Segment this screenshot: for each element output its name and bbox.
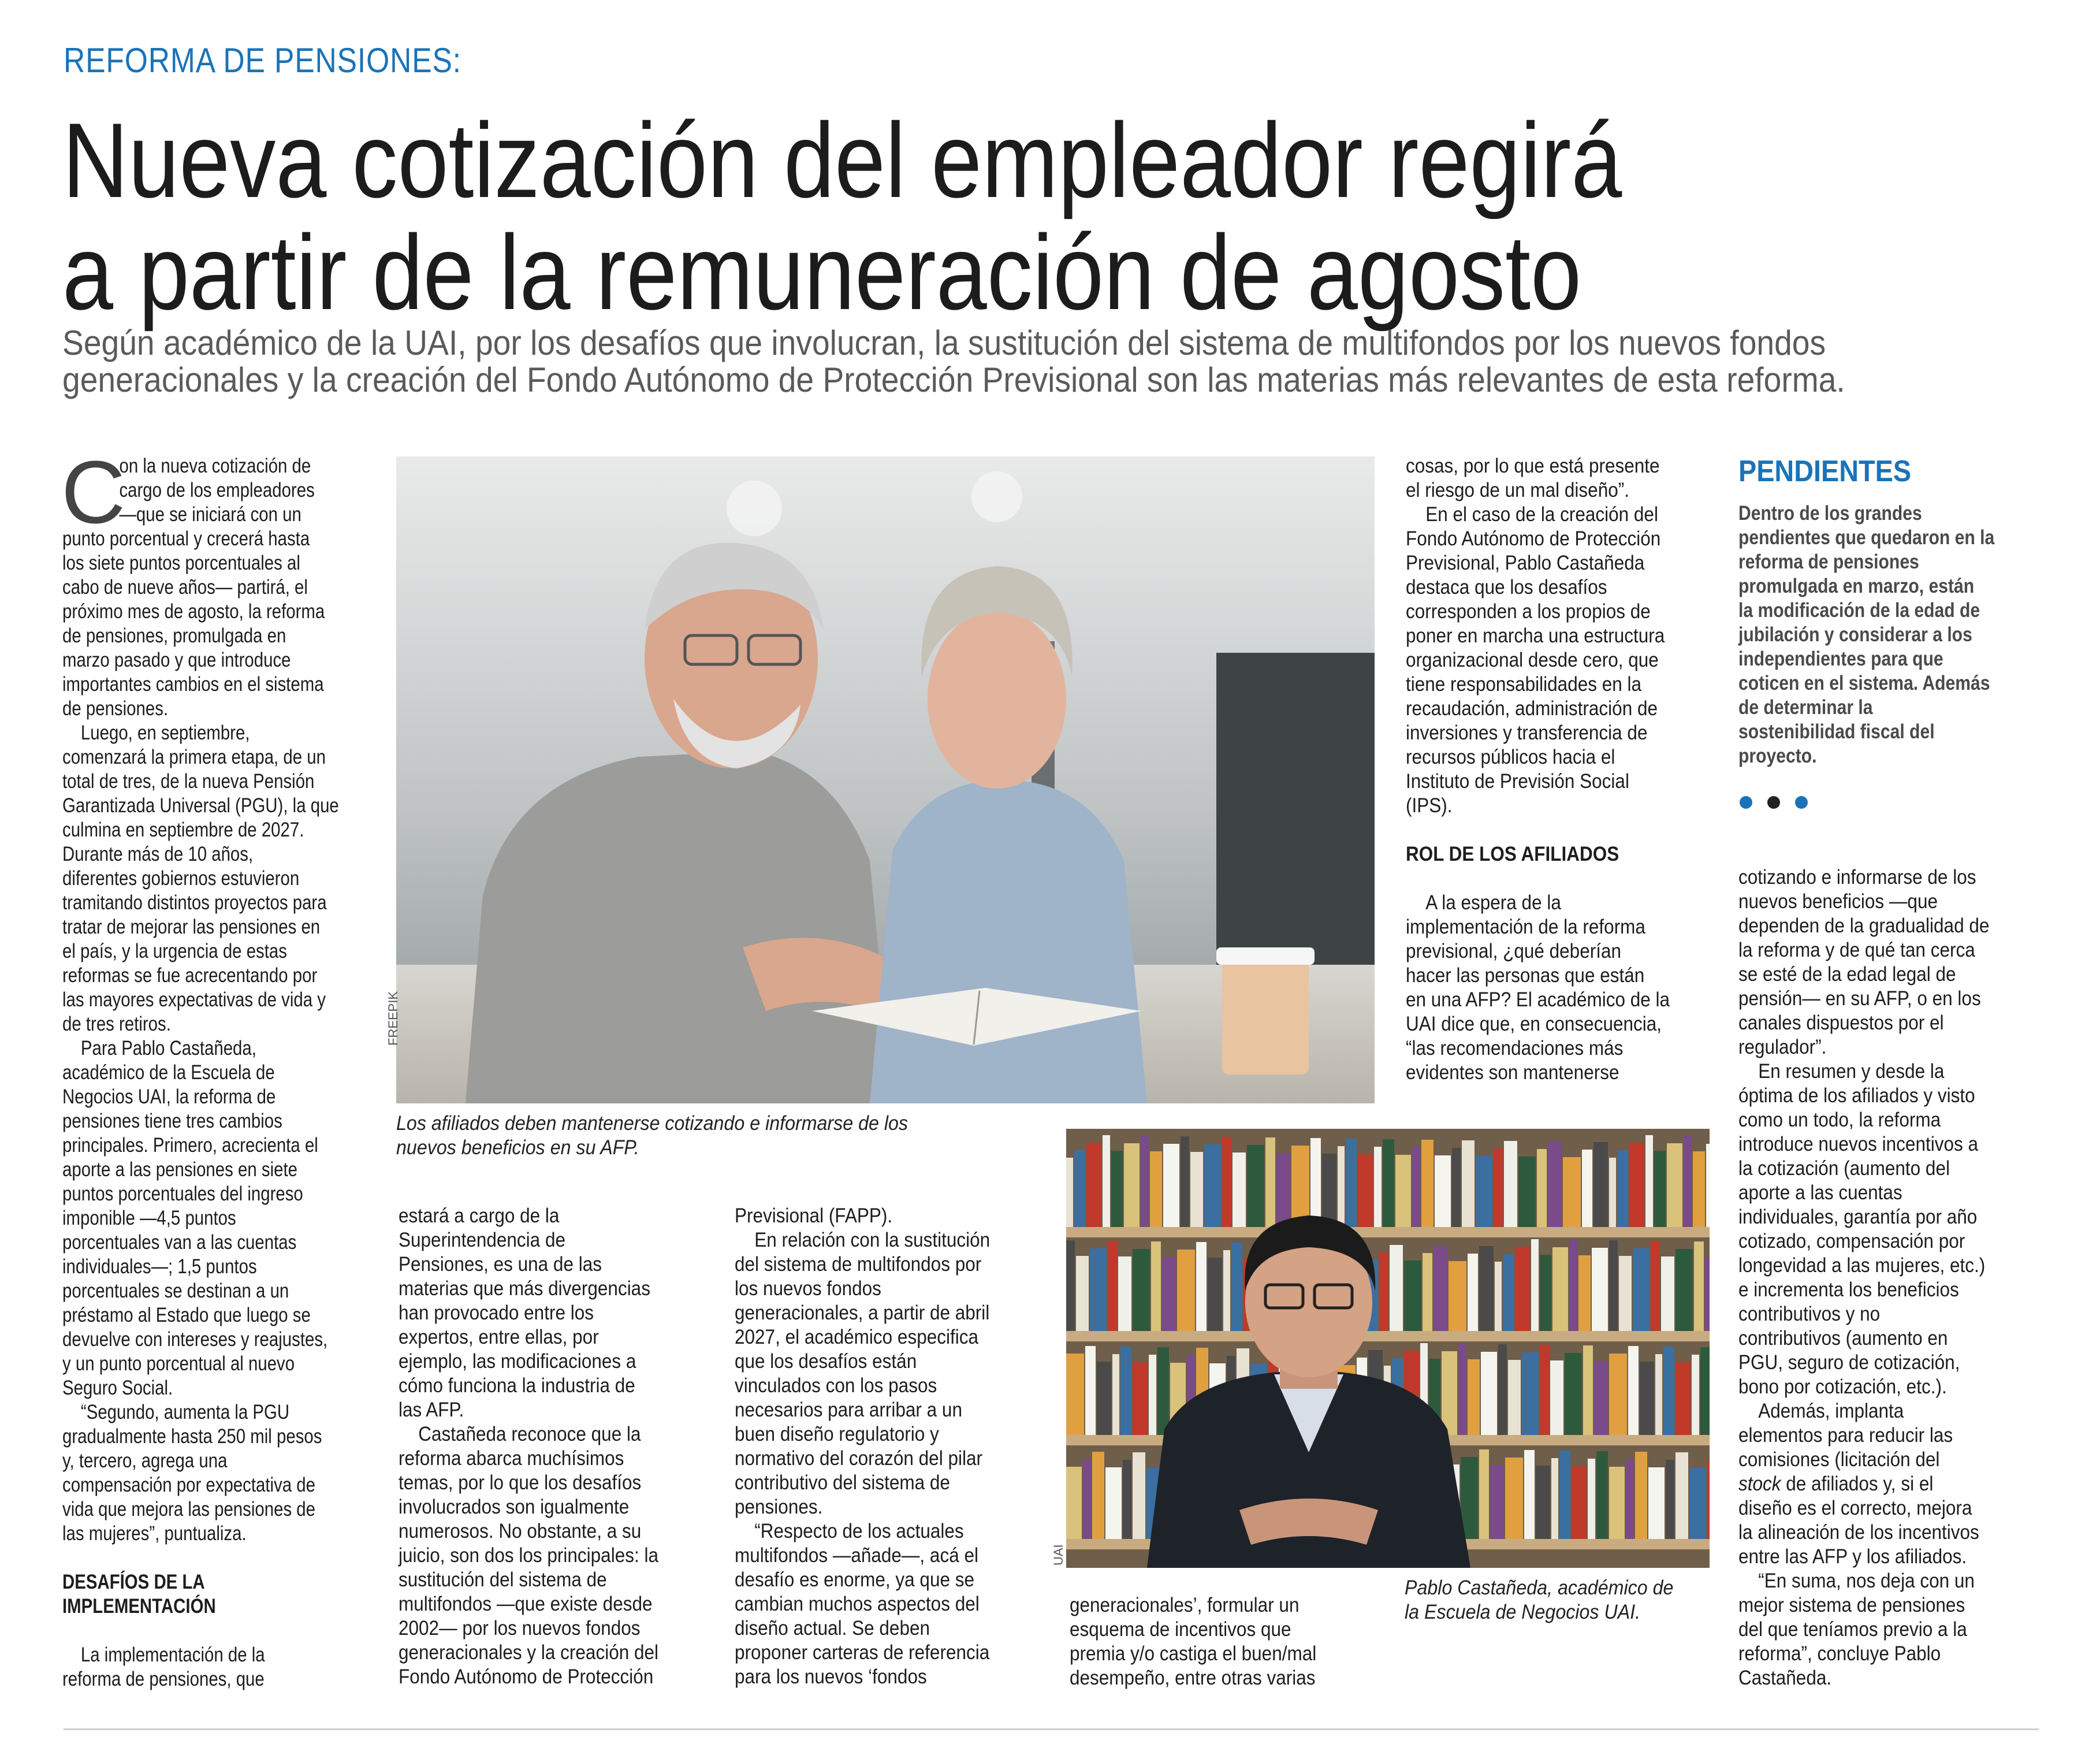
- photo-couple: [396, 456, 1375, 1103]
- text-line: generacionales, a partir de abril: [735, 1302, 990, 1324]
- text-line: cargo de los empleadores: [119, 479, 315, 501]
- sidebar-body: [1738, 501, 2036, 768]
- text-line: Previsional, Pablo Castañeda: [1406, 552, 1645, 574]
- text-line: y un punto porcentual al nuevo: [62, 1352, 295, 1375]
- photo-credit-uai: UAI: [1051, 1544, 1066, 1566]
- sidebar-line: coticen en el sistema. Además: [1738, 672, 1990, 694]
- text-line: marzo pasado y que introduce: [62, 649, 291, 671]
- stock-emphasis: stock: [1738, 1473, 1781, 1495]
- text-line: canales dispuestos por el: [1738, 1012, 1944, 1034]
- text-line: comenzará la primera etapa, de un: [62, 746, 326, 768]
- text-line: desafío es enorme, ya que se: [735, 1568, 975, 1591]
- text-line: organizacional desde cero, que: [1406, 649, 1659, 671]
- deck-line: Según académico de la UAI, por los desafíos que involucran, la sustitución del sistema de multifondos por los nuevos fondos: [62, 324, 1826, 362]
- sidebar-line: independientes para que: [1738, 648, 1943, 670]
- column-1: [61, 443, 374, 1691]
- text-line: nuevos beneficios —que: [1738, 890, 1938, 913]
- text-line: A la espera de la: [1425, 891, 1561, 914]
- caption-line: nuevos beneficios en su AFP.: [396, 1136, 639, 1159]
- photo-castaneda: [1066, 1129, 1710, 1568]
- text-line: Garantizada Universal (PGU), la que: [62, 794, 339, 817]
- text-line: se esté de la edad legal de: [1738, 963, 1956, 986]
- text-line: involucrados son igualmente: [399, 1496, 630, 1518]
- text-line: “En suma, nos deja con un: [1758, 1570, 1975, 1592]
- text-line: cómo funciona la industria de: [399, 1374, 635, 1397]
- text-line: temas, por lo que los desafíos: [399, 1471, 642, 1494]
- text-line: como un todo, la reforma: [1738, 1109, 1941, 1131]
- column-5: [1406, 454, 1729, 1085]
- text-line: cotizando e informarse de los: [1738, 866, 1976, 888]
- text-line: han provocado entre los: [399, 1302, 594, 1324]
- text-line: Luego, en septiembre,: [80, 722, 250, 744]
- text-line: pensiones.: [735, 1496, 823, 1518]
- text-line: de tres retiros.: [62, 1013, 171, 1035]
- text-line: estará a cargo de la: [399, 1204, 560, 1227]
- text-line: inversiones y transferencia de: [1406, 722, 1648, 744]
- deck: [62, 325, 2061, 399]
- sidebar-line: pendientes que quedaron en la: [1738, 526, 1995, 549]
- text-line: recaudación, administración de: [1406, 697, 1658, 720]
- text-line: pensión— en su AFP, o en los: [1738, 987, 1981, 1010]
- text-line: Fondo Autónomo de Protección: [1406, 527, 1661, 550]
- text-line: recursos públicos hacia el: [1406, 746, 1615, 768]
- dot-icon: [1767, 796, 1780, 809]
- text-line: desempeño, entre otras varias: [1070, 1667, 1316, 1689]
- text-line: punto porcentual y crecerá hasta: [62, 527, 310, 550]
- text-line: los siete puntos porcentuales al: [62, 552, 300, 574]
- text-line: cosas, por lo que está presente: [1406, 455, 1660, 477]
- text-line: que los desafíos están: [735, 1350, 917, 1373]
- text-line: buen diseño regulatorio y: [735, 1423, 939, 1445]
- text-line: tratar de mejorar las pensiones en: [62, 916, 321, 938]
- text-line: evidentes son mantenerse: [1406, 1061, 1619, 1084]
- bottom-rule: [64, 1728, 2039, 1730]
- sidebar-line: proyecto.: [1738, 745, 1817, 767]
- text-line: préstamo al Estado que luego se: [62, 1304, 311, 1326]
- text-line: hacer las personas que están: [1406, 964, 1645, 987]
- text-line: la reforma y de qué tan cerca: [1738, 939, 1975, 961]
- sidebar-line: la modificación de la edad de: [1738, 599, 1980, 622]
- text-line: reformas se fue acrecentando por: [62, 964, 318, 987]
- text-line: reforma”, concluye Pablo: [1738, 1642, 1941, 1665]
- text-line: las AFP.: [399, 1399, 464, 1421]
- text-line: del sistema de multifondos por: [735, 1253, 982, 1276]
- text-line: En resumen y desde la: [1758, 1060, 1945, 1083]
- text-line: para los nuevos ‘fondos: [735, 1665, 927, 1688]
- text-line: principales. Primero, acrecienta el: [62, 1134, 318, 1157]
- text-line: longevidad a las mujeres, etc.): [1738, 1254, 1986, 1277]
- text-line: diseño actual. Se deben: [735, 1617, 930, 1639]
- text-line: on la nueva cotización de: [119, 455, 311, 477]
- text-line: Para Pablo Castañeda,: [80, 1037, 256, 1059]
- text-line: poner en marcha una estructura: [1406, 624, 1665, 647]
- text-line: contributivo del sistema de: [735, 1471, 950, 1494]
- sidebar-line: de determinar la: [1738, 696, 1873, 719]
- text-line: regulador”.: [1738, 1036, 1827, 1058]
- text-line: cotizado, compensación por: [1738, 1230, 1965, 1252]
- text-line: “las recomendaciones más: [1406, 1037, 1624, 1059]
- text-line: contributivos (aumento en: [1738, 1327, 1948, 1349]
- text-line: tiene responsabilidades en la: [1406, 673, 1642, 696]
- text-line: próximo mes de agosto, la reforma: [62, 600, 325, 623]
- text-line: culmina en septiembre de 2027.: [62, 819, 304, 841]
- text-line: cabo de nueve años— partirá, el: [62, 576, 308, 598]
- text-line: porcentuales van a las cuentas: [62, 1231, 297, 1254]
- subhead-desafios: DESAFÍOS DE LA: [62, 1571, 205, 1593]
- text-line: La implementación de la: [80, 1644, 265, 1666]
- text-line: de pensiones.: [62, 697, 169, 720]
- text-line: bono por cotización, etc.).: [1738, 1375, 1947, 1398]
- headline-line: Nueva cotización del empleador regirá: [62, 101, 1622, 220]
- dot-icon: [1740, 796, 1752, 809]
- text-line: normativo del corazón del pilar: [735, 1447, 982, 1470]
- column-6: [1738, 865, 2062, 1690]
- column-3: [735, 1204, 1058, 1689]
- text-line: importantes cambios en el sistema: [62, 673, 324, 696]
- caption-line: la Escuela de Negocios UAI.: [1405, 1601, 1641, 1623]
- sidebar-line: Dentro de los grandes: [1738, 502, 1922, 525]
- text-line: numerosos. No obstante, a su: [399, 1520, 642, 1542]
- text-line: diseño es el correcto, mejora: [1738, 1497, 1972, 1519]
- text-line: en una AFP? El académico de la: [1406, 988, 1670, 1011]
- column-1-after: [62, 1643, 374, 1691]
- text-line: Fondo Autónomo de Protección: [399, 1665, 654, 1688]
- text-line: introduce nuevos incentivos a: [1738, 1133, 1979, 1155]
- photo-credit-freepik: FREEPIK: [386, 991, 400, 1046]
- text-line: multifondos —que existe desde: [399, 1593, 653, 1615]
- text-line: esquema de incentivos que: [1070, 1618, 1291, 1641]
- sidebar-line: promulgada en marzo, están: [1738, 575, 1975, 597]
- text-line: tramitando distintos proyectos para: [62, 891, 327, 914]
- text-line: las mayores expectativas de vida y: [62, 988, 326, 1011]
- text-line: de pensiones, promulgada en: [62, 624, 286, 647]
- text-line: Negocios UAI, la reforma de: [62, 1085, 276, 1108]
- text-line: juicio, son dos los principales: la: [399, 1544, 658, 1567]
- text-line: corresponden a los propios de: [1406, 600, 1651, 623]
- dropcap: C: [61, 443, 126, 542]
- sidebar-line: reforma de pensiones: [1738, 551, 1919, 573]
- caption-line: Pablo Castañeda, académico de: [1405, 1577, 1674, 1599]
- photo-castaneda-caption: [1405, 1576, 1728, 1624]
- text-line: Castañeda reconoce que la: [418, 1423, 641, 1445]
- text-line: las mujeres”, puntualiza.: [62, 1522, 247, 1545]
- text-line: ejemplo, las modificaciones a: [399, 1350, 636, 1373]
- text-line: PGU, seguro de cotización,: [1738, 1351, 1960, 1374]
- headline: [62, 101, 1751, 332]
- text-line: destaca que los desafíos: [1406, 576, 1607, 598]
- text-line: “Segundo, aumenta la PGU: [80, 1401, 290, 1423]
- text-line: académico de la Escuela de: [62, 1061, 275, 1084]
- text-line: implementación de la reforma: [1406, 916, 1645, 938]
- text-line: entre las AFP y los afiliados.: [1738, 1545, 1967, 1568]
- text-line: devuelve con intereses y reajustes,: [62, 1328, 328, 1351]
- text-line: (IPS).: [1406, 794, 1453, 817]
- text-line: reforma abarca muchísimos: [399, 1447, 624, 1470]
- text-line: En el caso de la creación del: [1425, 503, 1658, 526]
- text-line: imponible —4,5 puntos: [62, 1207, 236, 1229]
- text-line: individuales, garantía por año: [1738, 1206, 1978, 1228]
- text-line: cambian muchos aspectos del: [735, 1593, 980, 1615]
- subhead-rol: ROL DE LOS AFILIADOS: [1406, 843, 1619, 865]
- text-line: Pensiones, es una de las: [399, 1253, 602, 1276]
- text-line: sustitución del sistema de: [399, 1568, 607, 1591]
- text-line: porcentuales se destinan a un: [62, 1280, 289, 1302]
- text-line: UAI dice que, en consecuencia,: [1406, 1013, 1662, 1035]
- text-line: del que teníamos previo a la: [1738, 1618, 1967, 1641]
- text-line: necesarios para arribar a un: [735, 1399, 962, 1421]
- text-line: aporte a las cuentas: [1738, 1181, 1902, 1204]
- text-line: reforma de pensiones, que: [62, 1668, 265, 1690]
- text-line: pensiones tiene tres cambios: [62, 1110, 282, 1132]
- dot-icon: [1795, 796, 1808, 809]
- text-line: Previsional (FAPP).: [735, 1204, 893, 1227]
- text-line: premia y/o castiga el buen/mal: [1070, 1642, 1317, 1665]
- text-line: compensación por expectativa de: [62, 1474, 316, 1496]
- text-line: dependen de la gradualidad de: [1738, 914, 1990, 937]
- text-line: elementos para reducir las: [1738, 1424, 1953, 1447]
- text-line: contributivos y no: [1738, 1303, 1881, 1325]
- deck-line: generacionales y la creación del Fondo Autónomo de Protección Previsional son las materias más relevantes de esta reforma.: [62, 360, 1845, 399]
- text-line: 2027, el académico especifica: [735, 1326, 979, 1348]
- text-line: vinculados con los pasos: [735, 1374, 937, 1397]
- text-line: Superintendencia de: [399, 1229, 565, 1251]
- column-1-lines: [62, 527, 374, 1546]
- column-2: [399, 1204, 722, 1689]
- text-line: —que se iniciará con un: [119, 503, 301, 526]
- sidebar-line: jubilación y considerar a los: [1738, 623, 1972, 646]
- sidebar-title: PENDIENTES: [1738, 455, 1912, 488]
- text-line: vida que mejora las pensiones de: [62, 1498, 316, 1520]
- text-line: En relación con la sustitución: [754, 1229, 991, 1251]
- text-line: Seguro Social.: [62, 1377, 173, 1399]
- text-line: expertos, entre ellas, por: [399, 1326, 599, 1348]
- subhead-desafios: IMPLEMENTACIÓN: [62, 1595, 216, 1618]
- text-line: Instituto de Previsión Social: [1406, 770, 1629, 793]
- text-line: 2002— por los nuevos fondos: [399, 1617, 641, 1639]
- text-line: aporte a las pensiones en siete: [62, 1158, 297, 1181]
- caption-line: Los afiliados deben mantenerse cotizando e informarse de los: [396, 1112, 908, 1135]
- headline-line: a partir de la remuneración de agosto: [62, 213, 1582, 332]
- text-line: diferentes gobiernos estuvieron: [62, 867, 300, 890]
- text-line: puntos porcentuales del ingreso: [62, 1183, 303, 1205]
- text-line: “Respecto de los actuales: [754, 1520, 964, 1542]
- text-line: óptima de los afiliados y visto: [1738, 1084, 1975, 1107]
- column-4-bottom: [1070, 1593, 1393, 1690]
- text-line: total de tres, de la nueva Pensión: [62, 770, 315, 793]
- section-kicker: REFORMA DE PENSIONES:: [64, 41, 461, 80]
- text-line: gradualmente hasta 250 mil pesos: [62, 1425, 322, 1448]
- text-line: generacionales’, formular un: [1070, 1594, 1300, 1616]
- text-line: los nuevos fondos: [735, 1277, 881, 1300]
- text-line: el país, y la urgencia de estas: [62, 940, 287, 962]
- text-line: la cotización (aumento del: [1738, 1157, 1950, 1180]
- text-line: y, tercero, agrega una: [62, 1449, 228, 1472]
- text-line: el riesgo de un mal diseño”.: [1406, 479, 1629, 501]
- text-line: individuales—; 1,5 puntos: [62, 1255, 257, 1278]
- text-line: Además, implanta: [1758, 1400, 1904, 1422]
- sidebar-line: sostenibilidad fiscal del: [1738, 720, 1935, 743]
- text-line: Castañeda.: [1738, 1667, 1832, 1689]
- text-line: e incrementa los beneficios: [1738, 1278, 1959, 1301]
- text-line: mejor sistema de pensiones: [1738, 1594, 1965, 1616]
- photo-couple-image: [396, 456, 1375, 1103]
- text-line: Durante más de 10 años,: [62, 843, 254, 865]
- text-line: la alineación de los incentivos: [1738, 1521, 1979, 1544]
- text-line: comisiones (licitación del: [1738, 1448, 1940, 1471]
- text-line: materias que más divergencias: [399, 1277, 650, 1300]
- text-line: generacionales y la creación del: [399, 1641, 659, 1664]
- text-line: proponer carteras de referencia: [735, 1641, 990, 1664]
- photo-castaneda-image: [1066, 1129, 1710, 1568]
- text-line: previsional, ¿qué deberían: [1406, 940, 1621, 962]
- text-line-stock: stock de afiliados y, si el: [1738, 1473, 1934, 1495]
- text-line: multifondos —añade—, acá el: [735, 1544, 979, 1567]
